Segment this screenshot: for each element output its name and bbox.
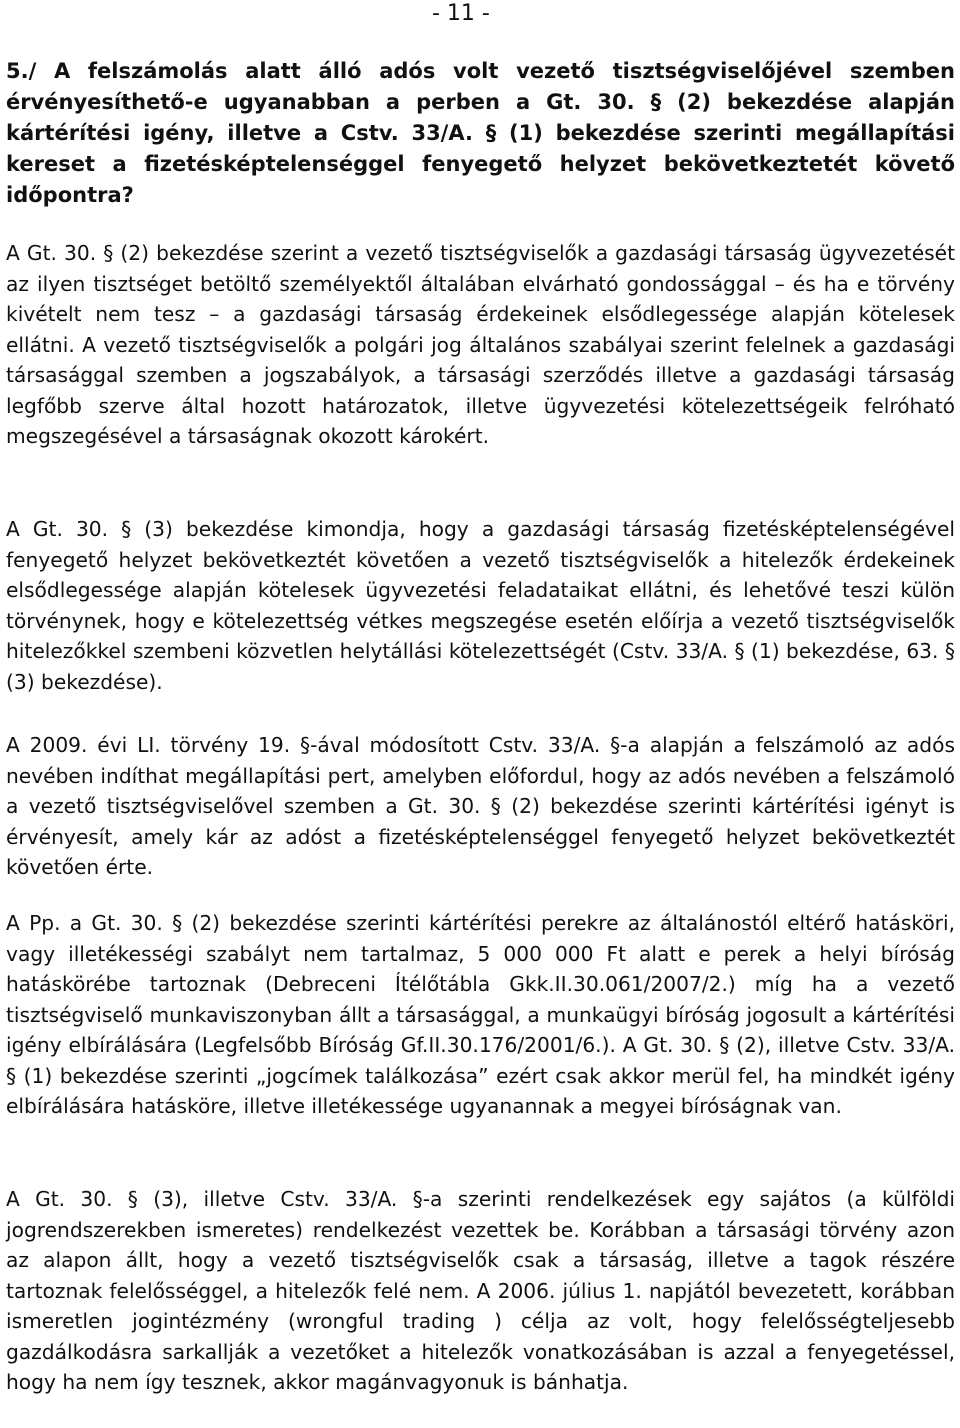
- page-number: - 11 -: [432, 1, 490, 26]
- paragraph-gt-30-3: A Gt. 30. § (3) bekezdése kimondja, hogy a gazdasági társaság fizetésképtelenségével fenyegető helyzet bekövetkeztét követően a vezető tisztségviselők a hitelezők érdekeinek elsődlegessége alapján kötelesek ügyvezetési feladataikat ellátni, és lehetővé teszi külön törvénynek, hogy e kötelezettség vétkes megszegése esetén előírja a vezető tisztségviselők hitelezőkkel szembeni közvetlen helytállási kötelezettségét (Cstv. 33/A. § (1) bekezdése, 63. § (3) bekezdése).: [6, 517, 955, 694]
- paragraph-2009-li-law: A 2009. évi LI. törvény 19. §-ával módosított Cstv. 33/A. §-a alapján a felszámoló az adós nevében indíthat megállapítási pert, amelyben előfordul, hogy az adós nevében a felszámoló a vezető tisztségviselővel szemben a Gt. 30. § (2) bekezdése szerinti kártérítési igényt is érvényesít, amely kár az adóst a fizetésképtelenséggel fenyegető helyzet bekövetkeztét követően érte.: [6, 733, 955, 879]
- paragraph-pp-jurisdiction: A Pp. a Gt. 30. § (2) bekezdése szerinti kártérítési perekre az általánostól eltérő hatásköri, vagy illetékességi szabályt nem tartalmaz, 5 000 000 Ft alatt e perek a helyi bíróság hatáskörébe tartoznak (Debreceni Ítélőtábla Gkk.II.30.061/2007/2.) míg ha a vezető tisztségviselő munkaviszonyban állt a társasággal, a munkaügyi bíróság jogosult a kártérítési igény elbírálására (Legfelsőbb Bíróság Gf.II.30.176/2001/6.). A Gt. 30. § (2), illetve Cstv. 33/A. § (1) bekezdése szerinti „jogcímek találkozása” ezért csak akkor merül fel, ha mindkét igény elbírálására hatásköre, illetve illetékessége ugyanannak a megyei bíróságnak van.: [6, 911, 955, 1118]
- paragraph-wrongful-trading: A Gt. 30. § (3), illetve Cstv. 33/A. §-a szerinti rendelkezések egy sajátos (a külföldi jogrendszerekben ismeretes) rendelkezést vezettek be. Korábban a társasági törvény azon az alapon állt, hogy a vezető tisztségviselők csak a társaság, illetve a tagok részére tartoznak felelősséggel, a hitelezők felé nem. A 2006. július 1. napjától bevezetett, korábban ismeretlen jogintézmény (wrongful trading ) célja az volt, hogy felelősségteljesebb gazdálkodásra sarkallják a vezetőket a hitelezők vonatkozásában is azzal a fenyegetéssel, hogy ha nem így tesznek, akkor magánvagyonuk is bánhatja.: [6, 1187, 955, 1394]
- section-heading: 5./ A felszámolás alatt álló adós volt vezető tisztségviselőjével szemben érvényesíthető-e ugyanabban a perben a Gt. 30. § (2) bekezdése alapján kártérítési igény, illetve a Cstv. 33/A. § (1) bekezdése szerinti megállapítási kereset a fizetésképtelenséggel fenyegető helyzet bekövetkeztetét követő időpontra?: [6, 59, 955, 207]
- paragraph-gt-30-2: A Gt. 30. § (2) bekezdése szerint a vezető tisztségviselők a gazdasági társaság ügyvezetését az ilyen tisztséget betöltő személyektől általában elvárható gondossággal – és ha e törvény kivételt nem tesz – a gazdasági társaság érdekeinek elsődlegessége alapján kötelesek ellátni. A vezető tisztségviselők a polgári jog általános szabályai szerint felelnek a gazdasági társasággal szemben a jogszabályok, a társasági szerződés illetve a gazdasági társaság legfőbb szerve által hozott határozatok, illetve ügyvezetési kötelezettségeik felróható megszegésével a társaságnak okozott károkért.: [6, 241, 955, 448]
